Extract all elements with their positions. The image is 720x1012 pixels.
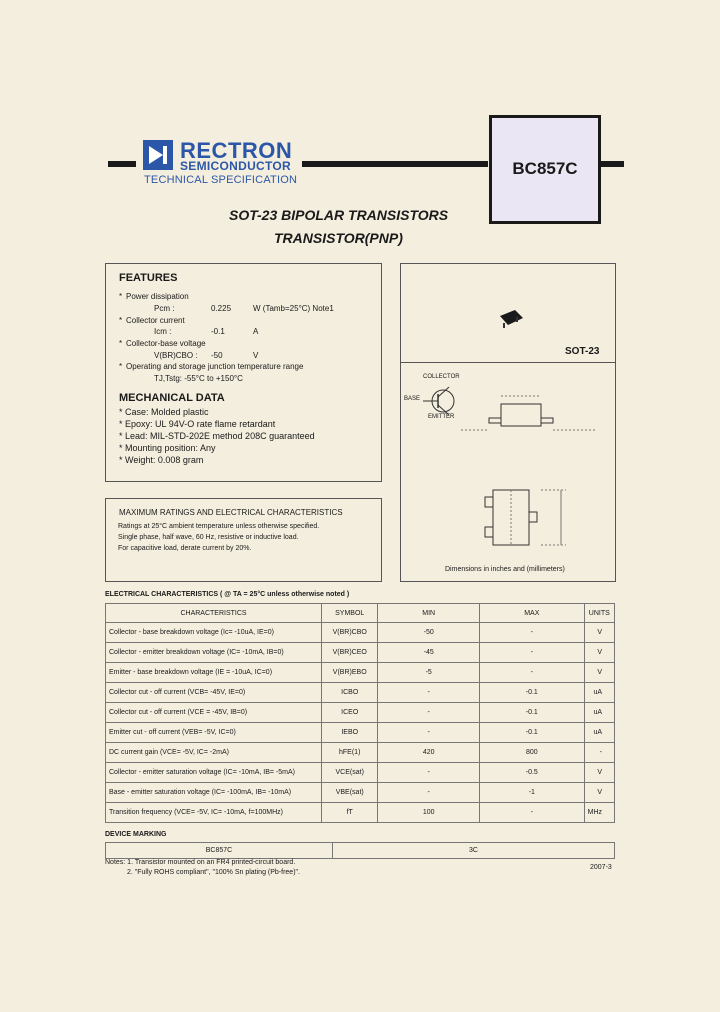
note-line: Notes: 1. Transistor mounted on an FR4 printed-circuit board. (105, 859, 296, 866)
feature-label: Power dissipation (126, 292, 189, 301)
ratings-line: Ratings at 25°C ambient temperature unless otherwise specified. (118, 523, 320, 530)
features-heading: FEATURES (119, 272, 178, 284)
bullet: * (119, 362, 123, 371)
unit-cell: uA (584, 683, 614, 703)
symbol-cell: ICEO (322, 703, 378, 723)
feature-label: Collector current (126, 316, 185, 325)
revision-date: 2007-3 (590, 864, 612, 871)
column-header: SYMBOL (322, 604, 378, 623)
bullet: * (119, 339, 123, 348)
mechanical-item: * Lead: MIL-STD-202E method 208C guaranteed (119, 431, 315, 441)
mechanical-item: * Epoxy: UL 94V-O rate flame retardant (119, 419, 276, 429)
symbol-cell: VBE(sat) (322, 783, 378, 803)
max-cell: - (480, 803, 585, 823)
electrical-characteristics-table (105, 603, 615, 823)
max-cell: - (480, 643, 585, 663)
unit-cell: V (584, 663, 614, 683)
package-side-view-drawing (456, 386, 606, 456)
table-row (106, 803, 615, 823)
features-panel (105, 263, 382, 482)
table-row (106, 723, 615, 743)
sot23-package-icon (497, 308, 527, 330)
feature-symbol: V(BR)CBO : (154, 351, 198, 360)
characteristic-cell: Collector cut - off current (VCB= -45V, IE=0) (106, 683, 322, 703)
unit-cell: uA (584, 703, 614, 723)
max-cell: - (480, 623, 585, 643)
characteristic-cell: Collector - emitter saturation voltage (IC= -10mA, IB= -5mA) (106, 763, 322, 783)
feature-label: Collector-base voltage (126, 339, 206, 348)
pin-collector-label: COLLECTOR (423, 374, 460, 380)
min-cell: - (378, 783, 480, 803)
note-line: 2. "Fully ROHS compliant", "100% Sn plating (Pb-free)". (127, 869, 300, 876)
ratings-line: Single phase, half wave, 60 Hz, resistive or inductive load. (118, 534, 299, 541)
characteristic-cell: Collector - base breakdown voltage (Ic= -10uA, IE=0) (106, 623, 322, 643)
characteristic-cell: DC current gain (VCE= -5V, IC= -2mA) (106, 743, 322, 763)
column-header: CHARACTERISTICS (106, 604, 322, 623)
package-top-view-drawing (456, 472, 606, 562)
feature-value: -50 (211, 351, 223, 360)
feature-symbol: TJ,Tstg: -55°C to +150°C (154, 374, 243, 383)
symbol-cell: V(BR)CBO (322, 623, 378, 643)
min-cell: -50 (378, 623, 480, 643)
table-row (106, 843, 615, 859)
feature-label: Operating and storage junction temperature range (126, 362, 304, 371)
max-cell: - (480, 663, 585, 683)
table-header-row (106, 604, 615, 623)
min-cell: - (378, 683, 480, 703)
max-cell: -0.1 (480, 683, 585, 703)
max-cell: -0.5 (480, 763, 585, 783)
feature-unit: A (253, 327, 259, 336)
unit-cell: - (584, 743, 614, 763)
symbol-cell: IEBO (322, 723, 378, 743)
marking-code-cell: 3C (333, 843, 615, 859)
pin-emitter-label: EMITTER (428, 414, 455, 420)
table-row (106, 763, 615, 783)
symbol-cell: hFE(1) (322, 743, 378, 763)
max-cell: -1 (480, 783, 585, 803)
min-cell: -5 (378, 663, 480, 683)
bullet: * (119, 292, 123, 301)
package-panel (400, 263, 616, 582)
mechanical-heading: MECHANICAL DATA (119, 392, 225, 404)
mechanical-item: * Mounting position: Any (119, 443, 216, 453)
max-cell: -0.1 (480, 703, 585, 723)
feature-unit: V (253, 351, 259, 360)
min-cell: 100 (378, 803, 480, 823)
unit-cell: V (584, 643, 614, 663)
min-cell: - (378, 763, 480, 783)
feature-value: 0.225 (211, 304, 232, 313)
characteristic-cell: Base - emitter saturation voltage (IC= -100mA, IB= -10mA) (106, 783, 322, 803)
ratings-line: For capacitive load, derate current by 20%. (118, 545, 252, 552)
electrical-heading: ELECTRICAL CHARACTERISTICS ( @ TA = 25°C unless otherwise noted ) (105, 591, 350, 598)
symbol-cell: VCE(sat) (322, 763, 378, 783)
table-row (106, 743, 615, 763)
min-cell: - (378, 703, 480, 723)
unit-cell: V (584, 763, 614, 783)
package-label: SOT-23 (565, 346, 600, 357)
part-number: BC857C (512, 159, 578, 178)
header-rule-left (108, 161, 136, 167)
document-subtitle: TRANSISTOR(PNP) (274, 230, 403, 246)
table-row (106, 663, 615, 683)
min-cell: - (378, 723, 480, 743)
characteristic-cell: Collector cut - off current (VCE = -45V, IB=0) (106, 703, 322, 723)
table-row (106, 623, 615, 643)
header-rule-right (598, 161, 624, 167)
symbol-cell: ICBO (322, 683, 378, 703)
symbol-cell: V(BR)EBO (322, 663, 378, 683)
characteristic-cell: Collector - emitter breakdown voltage (IC= -10mA, IB=0) (106, 643, 322, 663)
ratings-heading: MAXIMUM RATINGS AND ELECTRICAL CHARACTERISTICS (119, 508, 343, 517)
table-row (106, 703, 615, 723)
characteristic-cell: Emitter - base breakdown voltage (IE = -10uA, IC=0) (106, 663, 322, 683)
pin-base-label: BASE (404, 396, 421, 402)
column-header: MIN (378, 604, 480, 623)
unit-cell: MHz (584, 803, 614, 823)
device-marking-table (105, 842, 615, 859)
feature-unit: W (Tamb=25°C) Note1 (253, 304, 334, 313)
bullet: * (119, 316, 123, 325)
ratings-panel (105, 498, 382, 582)
table-row (106, 643, 615, 663)
rectron-logo-icon (143, 140, 173, 170)
package-divider (401, 362, 615, 363)
table-row (106, 683, 615, 703)
dimensions-note: Dimensions in inches and (millimeters) (445, 566, 565, 573)
document-title: SOT-23 BIPOLAR TRANSISTORS (229, 207, 449, 223)
mechanical-item: * Weight: 0.008 gram (119, 455, 204, 465)
brand-subtitle: SEMICONDUCTOR (180, 159, 292, 173)
unit-cell: uA (584, 723, 614, 743)
feature-symbol: Icm : (154, 327, 172, 336)
unit-cell: V (584, 783, 614, 803)
header-rule-middle (302, 161, 488, 167)
characteristic-cell: Transition frequency (VCE= -5V, IC= -10mA, f=100MHz) (106, 803, 322, 823)
max-cell: -0.1 (480, 723, 585, 743)
symbol-cell: fT (322, 803, 378, 823)
unit-cell: V (584, 623, 614, 643)
part-number-box (489, 115, 601, 224)
brand-name: RECTRON (180, 138, 293, 163)
feature-value: -0.1 (211, 327, 225, 336)
marking-part-cell: BC857C (106, 843, 333, 859)
min-cell: 420 (378, 743, 480, 763)
max-cell: 800 (480, 743, 585, 763)
symbol-cell: V(BR)CEO (322, 643, 378, 663)
mechanical-item: * Case: Molded plastic (119, 407, 209, 417)
device-marking-heading: DEVICE MARKING (105, 831, 167, 838)
technical-specification-label: TECHNICAL SPECIFICATION (144, 174, 298, 186)
characteristic-cell: Emitter cut - off current (VEB= -5V, IC=0) (106, 723, 322, 743)
column-header: MAX (480, 604, 585, 623)
table-row (106, 783, 615, 803)
column-header: UNITS (584, 604, 614, 623)
min-cell: -45 (378, 643, 480, 663)
feature-symbol: Pcm : (154, 304, 175, 313)
